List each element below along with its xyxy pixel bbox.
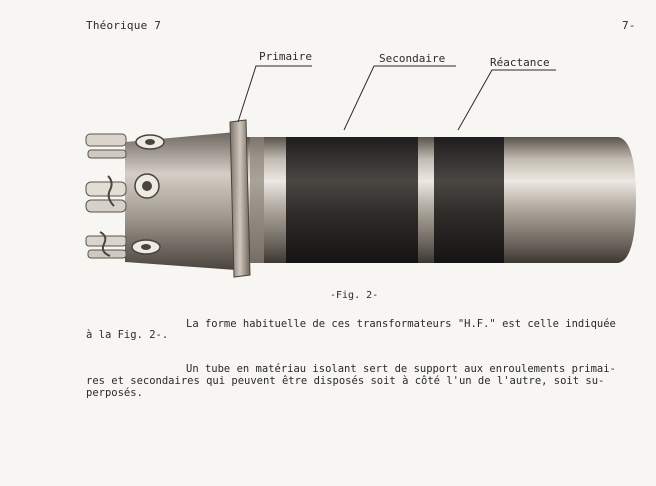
page-number: 7-: [622, 19, 636, 32]
figure-caption: -Fig. 2-: [330, 290, 379, 301]
paragraph-1-line-1: La forme habituelle de ces transformateurs "H.F." est celle indiquée: [186, 318, 616, 330]
paragraph-2-line-3: perposés.: [86, 387, 143, 399]
reactance-winding: [434, 137, 504, 263]
flange-ring: [230, 120, 250, 277]
label-reactance: Réactance: [490, 56, 550, 69]
callout-lines: [238, 66, 556, 130]
primary-winding: [250, 137, 264, 263]
paragraph-1-line-2: à la Fig. 2-.: [86, 329, 169, 341]
secondary-winding: [286, 137, 418, 263]
paragraph-2-line-1: Un tube en matériau isolant sert de support aux enroulements primai-: [186, 363, 616, 375]
header-title: Théorique 7: [86, 19, 162, 32]
label-primaire: Primaire: [259, 50, 312, 63]
label-secondaire: Secondaire: [379, 52, 446, 65]
socket-pins: [86, 134, 126, 258]
paragraph-2-line-2: res et secondaires qui peuvent être disposés soit à côté l'un de l'autre, soit su-: [86, 375, 605, 387]
